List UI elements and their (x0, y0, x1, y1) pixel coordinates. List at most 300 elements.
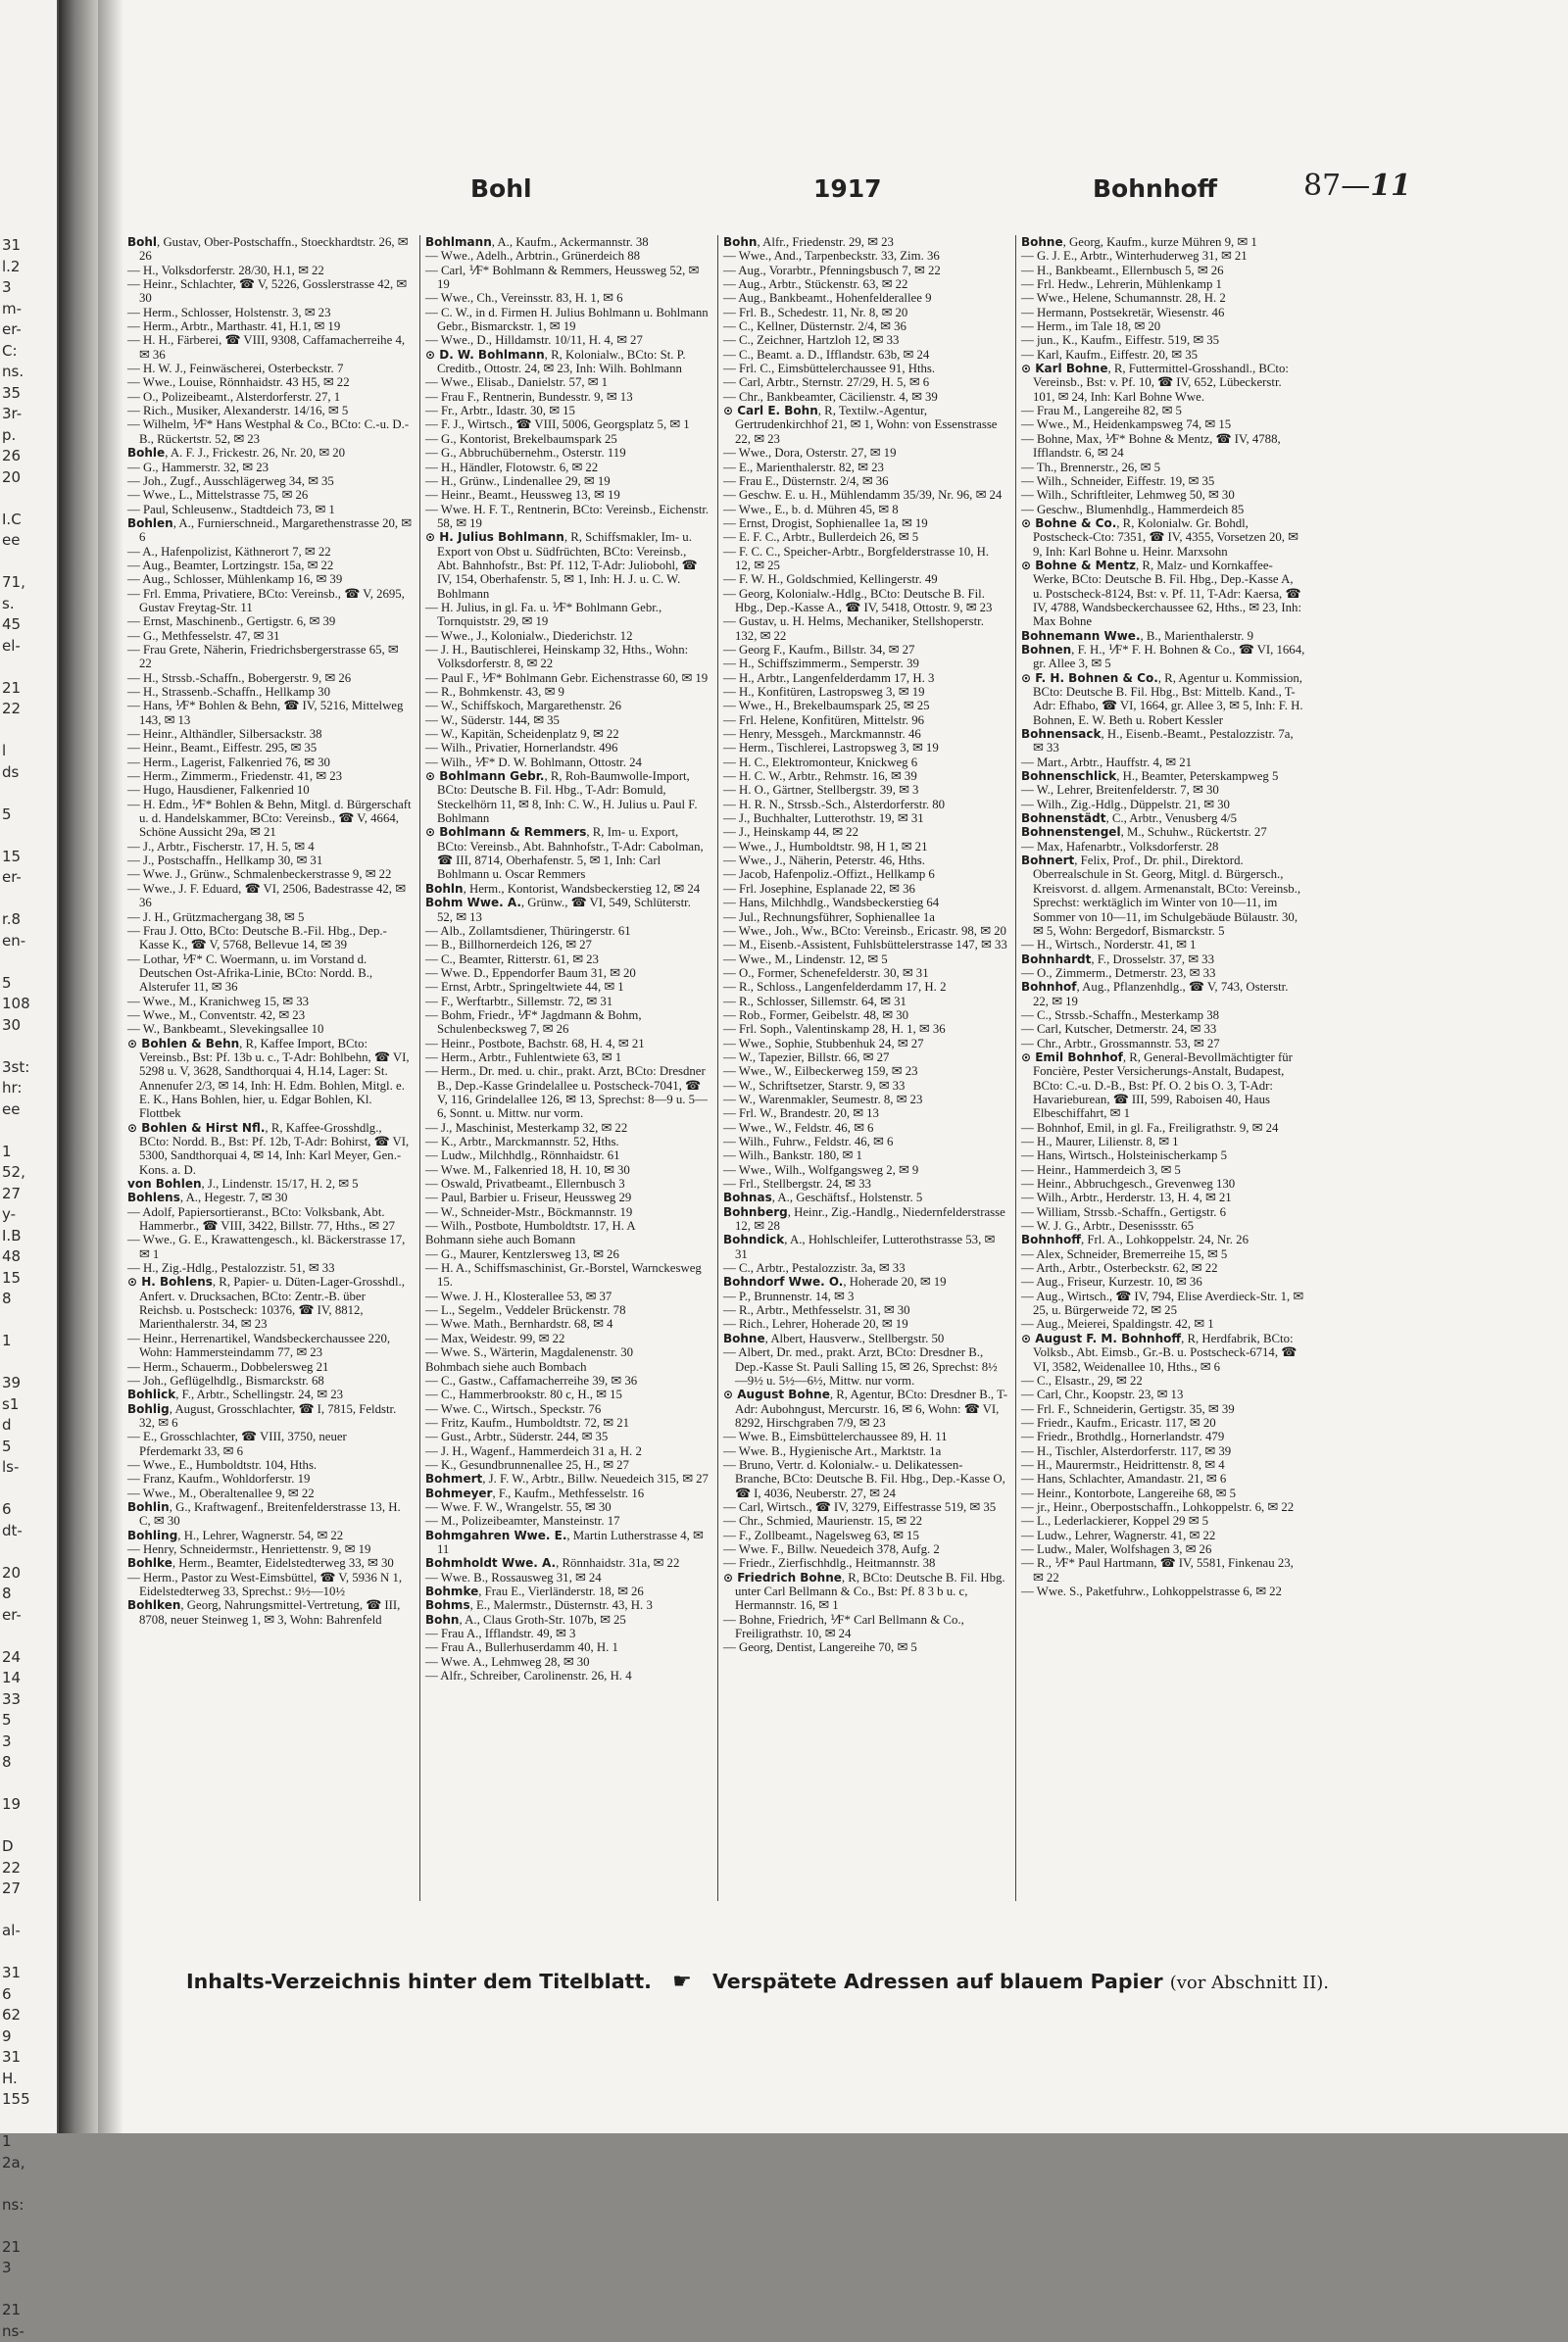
directory-entry: ⊙ Bohlmann & Remmers, R, Im- u. Export, BCto: Vereinsb., Abt. Bahnhofstr., T-Adr: Cabolman, ☎ III, 8714, Oberhafenstr. 5, ✉ 1, Inh: Carl Bohlmann u. Oscar Remmers (425, 825, 710, 881)
directory-column-4 (1021, 235, 1305, 1901)
facing-page-fragment: 1 (2, 1331, 55, 1352)
directory-entry: — Wilh., Bankstr. 180, ✉ 1 (723, 1148, 1007, 1162)
directory-entry: — Frl., Stellbergstr. 24, ✉ 33 (723, 1177, 1007, 1191)
directory-entry: — E., Marienthalerstr. 82, ✉ 23 (723, 461, 1007, 474)
column-rule (1015, 235, 1016, 1901)
facing-page-fragment: 3st: (2, 1057, 55, 1079)
directory-entry: Bohndick, A., Hohlschleifer, Lutterothstrasse 53, ✉ 31 (723, 1233, 1007, 1261)
facing-page-fragment: I.B (2, 1226, 55, 1247)
directory-entry: — Max, Hafenarbtr., Volksdorferstr. 28 (1021, 840, 1305, 854)
directory-entry: — Joh., Zugf., Ausschlägerweg 34, ✉ 35 (127, 474, 412, 488)
directory-entry: — H., Strassenb.-Schaffn., Hellkamp 30 (127, 685, 412, 699)
directory-entry: — Wwe., M., Oberaltenallee 9, ✉ 22 (127, 1487, 412, 1500)
page-number: 87—11 (1303, 169, 1411, 203)
directory-entry: — Hugo, Hausdiener, Falkenried 10 (127, 783, 412, 797)
directory-entry: — O., Former, Schenefelderstr. 30, ✉ 31 (723, 966, 1007, 980)
directory-entry: — Aug., Schlosser, Mühlenkamp 16, ✉ 39 (127, 572, 412, 586)
facing-page-fragment: 20 (2, 1563, 55, 1585)
directory-entry: — Friedr., Kaufm., Ericastr. 117, ✉ 20 (1021, 1416, 1305, 1430)
directory-entry: — R., Schloss., Langenfelderdamm 17, H. 2 (723, 980, 1007, 994)
facing-page-fragment: s1 (2, 1394, 55, 1416)
directory-entry: — Heinr., Abbruchgesch., Grevenweg 130 (1021, 1177, 1305, 1191)
directory-entry: — J., Buchhalter, Lutterothstr. 19, ✉ 31 (723, 811, 1007, 825)
directory-entry: — Herm., Arbtr., Fuhlentwiete 63, ✉ 1 (425, 1050, 710, 1064)
directory-entry: — Karl, Kaufm., Eiffestr. 20, ✉ 35 (1021, 348, 1305, 362)
footer-late-addresses-note: Verspätete Adressen auf blauem Papier (712, 1970, 1163, 1993)
facing-page-fragment: 15 (2, 1268, 55, 1290)
facing-page-fragment: y- (2, 1204, 55, 1226)
pointing-hand-icon: ☛ (672, 1970, 692, 1994)
directory-entry: Bohlken, Georg, Nahrungsmittel-Vertretung, ☎ III, 8708, neuer Steinweg 1, ✉ 3, Wohn: Bahrenfeld (127, 1598, 412, 1627)
directory-entry: Bohmgahren Wwe. E., Martin Lutherstrasse 4, ✉ 11 (425, 1529, 710, 1557)
directory-entry: — Geschw. E. u. H., Mühlendamm 35/39, Nr. 96, ✉ 24 (723, 488, 1007, 502)
directory-entry: — Heinr., Herrenartikel, Wandsbeckerchaussee 220, Wohn: Hammersteindamm 77, ✉ 23 (127, 1332, 412, 1360)
directory-entry: — Frau M., Langereihe 82, ✉ 5 (1021, 404, 1305, 417)
directory-entry: — J., Maschinist, Mesterkamp 32, ✉ 22 (425, 1121, 710, 1135)
facing-page-fragment (2, 2111, 55, 2132)
directory-entry: — Aug., Vorarbtr., Pfenningsbusch 7, ✉ 22 (723, 264, 1007, 277)
directory-entry: — R., Bohmkenstr. 43, ✉ 9 (425, 685, 710, 699)
facing-page-fragment: al- (2, 1921, 55, 1942)
directory-entry: — Friedr., Zierfischhdlg., Heitmannstr. 38 (723, 1556, 1007, 1570)
directory-entry: Bohn, A., Claus Groth-Str. 107b, ✉ 25 (425, 1613, 710, 1627)
directory-entry: Bohndorf Wwe. O., Hoherade 20, ✉ 19 (723, 1275, 1007, 1289)
directory-entry: — Herm., Arbtr., Marthastr. 41, H.1, ✉ 19 (127, 319, 412, 333)
directory-entry: — Aug., Wirtsch., ☎ IV, 794, Elise Averdieck-Str. 1, ✉ 25, u. Bürgerweide 72, ✉ 25 (1021, 1290, 1305, 1318)
directory-entry: Bohne, Georg, Kaufm., kurze Mühren 9, ✉ 1 (1021, 235, 1305, 249)
facing-page-fragment: ls- (2, 1457, 55, 1479)
facing-page-fragment: d (2, 1415, 55, 1437)
directory-entry: — W., Kapitän, Scheidenplatz 9, ✉ 22 (425, 727, 710, 741)
facing-page-fragment: 5 (2, 1710, 55, 1732)
directory-entry: — Frau F., Rentnerin, Bundesstr. 9, ✉ 13 (425, 390, 710, 404)
directory-entry: — Wwe., Helene, Schumannstr. 28, H. 2 (1021, 291, 1305, 305)
directory-entry: Bohnert, Felix, Prof., Dr. phil., Direktord. Oberrealschule in St. Georg, Mitgl. d. Bürgersch., Kreisvorst. d. allgem. Armenanstalt, BCto: Vereinsb., Sprechst: werktäglich im Winter von 10—11, im Sommer von 10—11, im Schulgebäude Bülaustr. 30, ✉ 5, Wohn: Bergedorf, Bismarckstr. 5 (1021, 854, 1305, 938)
facing-page-fragment (2, 2279, 55, 2301)
directory-entry: — Wwe. H. F. T., Rentnerin, BCto: Vereinsb., Eichenstr. 58, ✉ 19 (425, 503, 710, 531)
directory-entry: Bohnhoff, Frl. A., Lohkoppelstr. 24, Nr. 26 (1021, 1233, 1305, 1246)
directory-entry: — R., Schlosser, Sillemstr. 64, ✉ 31 (723, 995, 1007, 1008)
facing-page-fragment (2, 2173, 55, 2195)
directory-entry: — C., Zeichner, Hartzloh 12, ✉ 33 (723, 333, 1007, 347)
directory-entry: Bohn, Alfr., Friedenstr. 29, ✉ 23 (723, 235, 1007, 249)
facing-page-text-fragments (2, 235, 55, 2342)
directory-entry: Bohm Wwe. A., Grünw., ☎ VI, 549, Schlüterstr. 52, ✉ 13 (425, 896, 710, 924)
directory-entry: — Franz, Kaufm., Wohldorferstr. 19 (127, 1472, 412, 1486)
directory-entry: — Paul F., ⅟F* Bohlmann Gebr. Eichenstrasse 60, ✉ 19 (425, 671, 710, 685)
directory-entry: — Heinr., Postbote, Bachstr. 68, H. 4, ✉ 21 (425, 1037, 710, 1050)
directory-entry: — H., Tischler, Alsterdorferstr. 117, ✉ 39 (1021, 1444, 1305, 1458)
directory-entry: — Aug., Meierei, Spaldingstr. 42, ✉ 1 (1021, 1317, 1305, 1331)
directory-entry: — G., Hammerstr. 32, ✉ 23 (127, 461, 412, 474)
facing-page-fragment: 155 (2, 2089, 55, 2111)
directory-entry: — Henry, Schneidermstr., Henriettenstr. 9, ✉ 19 (127, 1542, 412, 1556)
directory-entry: — Heinr., Beamt., Heussweg 13, ✉ 19 (425, 488, 710, 502)
directory-entry: Bohlke, Herm., Beamter, Eidelstedterweg 33, ✉ 30 (127, 1556, 412, 1570)
directory-entry: — Wwe., D., Hilldamstr. 10/11, H. 4, ✉ 27 (425, 333, 710, 347)
directory-entry: — Wwe. J., Grünw., Schmalenbeckerstrasse 9, ✉ 22 (127, 867, 412, 881)
facing-page-fragment: ee (2, 530, 55, 552)
facing-page-fragment: l (2, 741, 55, 762)
directory-entry: — C., Gastw., Caffamacherreihe 39, ✉ 36 (425, 1374, 710, 1388)
directory-entry: Bohmert, J. F. W., Arbtr., Billw. Neuedeich 315, ✉ 27 (425, 1472, 710, 1486)
facing-page-fragment: 8 (2, 1752, 55, 1774)
directory-entry: — H., Grünw., Lindenallee 29, ✉ 19 (425, 474, 710, 488)
directory-entry: — Hans, ⅟F* Bohlen & Behn, ☎ IV, 5216, Mittelweg 143, ✉ 13 (127, 699, 412, 727)
directory-entry: — Wwe., J., Näherin, Peterstr. 46, Hths. (723, 854, 1007, 867)
facing-page-fragment: 31 (2, 2047, 55, 2069)
directory-entry: — Wilh., Zig.-Hdlg., Düppelstr. 21, ✉ 30 (1021, 798, 1305, 811)
directory-column-2 (425, 235, 710, 1901)
directory-entry: Bohlmann, A., Kaufm., Ackermannstr. 38 (425, 235, 710, 249)
directory-entry: ⊙ Bohlmann Gebr., R, Roh-Baumwolle-Import, BCto: Deutsche B. Fil. Hbg., T-Adr: Bomuld, Steckelhörn 11, ✉ 8, Inh: C. W., H. Julius u. Paul F. Bohlmann (425, 769, 710, 825)
directory-entry: — Adolf, Papiersortieranst., BCto: Volksbank, Abt. Hammerbr., ☎ VIII, 3422, Billstr. 77, Hths., ✉ 27 (127, 1205, 412, 1234)
directory-entry: — Alfr., Schreiber, Carolinenstr. 26, H. 4 (425, 1669, 710, 1683)
facing-page-fragment: 9 (2, 2026, 55, 2048)
facing-page-fragment (2, 2216, 55, 2237)
directory-entry: Bohle, A. F. J., Frickestr. 26, Nr. 20, ✉ 20 (127, 446, 412, 460)
directory-entry: — L., Lederlackierer, Koppel 29 ✉ 5 (1021, 1514, 1305, 1528)
facing-page-fragment (2, 1626, 55, 1647)
directory-entry: — jr., Heinr., Oberpostschaffn., Lohkoppelstr. 6, ✉ 22 (1021, 1500, 1305, 1514)
directory-entry: — Frl. W., Brandestr. 20, ✉ 13 (723, 1106, 1007, 1120)
facing-page-fragment (2, 1479, 55, 1500)
running-header (98, 174, 1568, 214)
facing-page-fragment: 5 (2, 805, 55, 826)
directory-entry: — F. J., Wirtsch., ☎ VIII, 5006, Georgsplatz 5, ✉ 1 (425, 417, 710, 431)
directory-entry: ⊙ Friedrich Bohne, R, BCto: Deutsche B. Fil. Hbg. unter Carl Bellmann & Co., Bst: Pf. 8 3 b u. c, Hermannstr. 16, ✉ 1 (723, 1571, 1007, 1613)
directory-entry: Bohlens, A., Hegestr. 7, ✉ 30 (127, 1191, 412, 1204)
directory-entry: — Wilh., Postbote, Humboldtstr. 17, H. A (425, 1219, 710, 1233)
facing-page-fragment (2, 825, 55, 847)
facing-page-fragment: 20 (2, 467, 55, 489)
facing-page-fragment (2, 1900, 55, 1922)
facing-page-fragment: 6 (2, 1984, 55, 2006)
directory-entry: — H., Zig.-Hdlg., Pestalozzistr. 51, ✉ 33 (127, 1261, 412, 1275)
directory-entry: ⊙ Bohne & Mentz, R, Malz- und Kornkaffee-Werke, BCto: Deutsche B. Fil. Hbg., Dep.-Kasse A, u. Postscheck-8124, Bst: v. Pf. 11, T-Adr: Kaersa, ☎ IV, 4788, Wandsbeckerchaussee 62, Hths., ✉ 23, Inh: Max Bohne (1021, 559, 1305, 629)
directory-entry: — Th., Brennerstr., 26, ✉ 5 (1021, 461, 1305, 474)
directory-entry: Bohnenstädt, C., Arbtr., Venusberg 4/5 (1021, 811, 1305, 825)
directory-entry: — J., Arbtr., Fischerstr. 17, H. 5, ✉ 4 (127, 840, 412, 854)
directory-entry: ⊙ H. Julius Bohlmann, R, Schiffsmakler, Im- u. Export von Obst u. Südfrüchten, BCto: Vereinsb., Abt. Bahnhofstr., Bst: Pf. 112, T-Adr: Juliobohl, ☎ IV, 154, Oberhafenstr. 5, ✉ 1, Inh: H. J. u. C. W. Bohlmann (425, 530, 710, 601)
facing-page-fragment: 21 (2, 678, 55, 700)
facing-page-fragment: 62 (2, 2005, 55, 2026)
facing-page-fragment: 21 (2, 2300, 55, 2321)
directory-entry: Bohlig, August, Grosschlachter, ☎ I, 7815, Feldstr. 32, ✉ 6 (127, 1402, 412, 1431)
directory-entry: — Carl, ⅟F* Bohlmann & Remmers, Heussweg 52, ✉ 19 (425, 264, 710, 292)
facing-page-fragment: C: (2, 341, 55, 363)
directory-entry: — Wwe. B., Rossausweg 31, ✉ 24 (425, 1571, 710, 1585)
directory-entry: von Bohlen, J., Lindenstr. 15/17, H. 2, ✉ 5 (127, 1177, 412, 1191)
facing-page-edge (0, 0, 59, 2133)
directory-entry: — Georg, Dentist, Langereihe 70, ✉ 5 (723, 1640, 1007, 1654)
facing-page-fragment: 15 (2, 847, 55, 868)
facing-page-fragment: D (2, 1836, 55, 1858)
directory-entry: — Wwe., M., Kranichweg 15, ✉ 33 (127, 995, 412, 1008)
directory-entry: — Herm., Dr. med. u. chir., prakt. Arzt, BCto: Dresdner B., Dep.-Kasse Grindelallee u. Postscheck-7041, ☎ V, 116, Grindelallee 126, ✉ 13, Sprechst: 8—9 u. 5—6, Sonnt. u. Mittw. nur vorm. (425, 1064, 710, 1120)
directory-entry: — Wwe., J., Kolonialw., Diederichstr. 12 (425, 629, 710, 643)
directory-entry: — G. J. E., Arbtr., Winterhuderweg 31, ✉ 21 (1021, 249, 1305, 263)
directory-entry: — Wwe., E., Humboldtstr. 104, Hths. (127, 1458, 412, 1472)
directory-entry: — Chr., Schmied, Maurienstr. 15, ✉ 22 (723, 1514, 1007, 1528)
facing-page-fragment: 5 (2, 973, 55, 995)
directory-entry: — Heinr., Kontorbote, Langereihe 68, ✉ 5 (1021, 1487, 1305, 1500)
directory-entry: Bohlin, G., Kraftwagenf., Breitenfelderstrasse 13, H. C, ✉ 30 (127, 1500, 412, 1529)
directory-entry: Bohmann siehe auch Bomann (425, 1233, 710, 1246)
directory-entry: — H. Julius, in gl. Fa. u. ⅟F* Bohlmann Gebr., Tornquiststr. 29, ✉ 19 (425, 601, 710, 629)
directory-entry: ⊙ H. Bohlens, R, Papier- u. Düten-Lager-Grosshdl., Anfert. v. Drucksachen, BCto: Zentr.-B. über Reichsb. u. Postscheck: 10376, ☎ IV, 8812, Marienthalerstr. 34, ✉ 23 (127, 1275, 412, 1331)
directory-entry: — Rob., Former, Geibelstr. 48, ✉ 30 (723, 1008, 1007, 1022)
directory-entry: ⊙ Karl Bohne, R, Futtermittel-Grosshandl., BCto: Vereinsb., Bst: v. Pf. 10, ☎ IV, 652, Lübeckerstr. 101, ✉ 24, Inh: Karl Bohne Wwe. (1021, 362, 1305, 404)
directory-entry: — Chr., Arbtr., Grossmannstr. 53, ✉ 27 (1021, 1037, 1305, 1050)
directory-entry: — Wwe., M., Heidenkampsweg 74, ✉ 15 (1021, 417, 1305, 431)
facing-page-fragment: l.2 (2, 257, 55, 278)
directory-entry: — Gust., Arbtr., Süderstr. 244, ✉ 35 (425, 1430, 710, 1443)
facing-page-fragment: 21 (2, 2237, 55, 2259)
directory-entry: — Max, Weidestr. 99, ✉ 22 (425, 1332, 710, 1345)
directory-entry: — Wwe. F., Billw. Neuedeich 378, Aufg. 2 (723, 1542, 1007, 1556)
directory-entry: — Hans, Wirtsch., Holsteinischerkamp 5 (1021, 1148, 1305, 1162)
directory-entry: — Wwe., Wilh., Wolfgangsweg 2, ✉ 9 (723, 1163, 1007, 1177)
directory-entry: Bohmeyer, F., Kaufm., Methfesselstr. 16 (425, 1487, 710, 1500)
directory-entry: ⊙ August Bohne, R, Agentur, BCto: Dresdner B., T-Adr: Aubohngust, Mercurstr. 16, ✉ 6, Wohn: ☎ VI, 8292, Hirschgraben 7/9, ✉ 23 (723, 1388, 1007, 1430)
directory-entry: — Wilhelm, ⅟F* Hans Westphal & Co., BCto: C.-u. D.-B., Rückertstr. 52, ✉ 23 (127, 417, 412, 446)
directory-entry: — H., Bankbeamt., Ellernbusch 5, ✉ 26 (1021, 264, 1305, 277)
directory-entry: — Wwe., Sophie, Stubbenhuk 24, ✉ 27 (723, 1037, 1007, 1050)
directory-entry: — Wwe., M., Conventstr. 42, ✉ 23 (127, 1008, 412, 1022)
facing-page-fragment: 8 (2, 1584, 55, 1605)
directory-entry: — Hans, Milchhdlg., Wandsbeckerstieg 64 (723, 896, 1007, 909)
directory-entry: — Ludw., Milchhdlg., Rönnhaidstr. 61 (425, 1148, 710, 1162)
facing-page-fragment: m- (2, 299, 55, 320)
directory-entry: — Arth., Arbtr., Osterbeckstr. 62, ✉ 22 (1021, 1261, 1305, 1275)
directory-entry: Bohnhardt, F., Drosselstr. 37, ✉ 33 (1021, 952, 1305, 966)
header-year: 1917 (813, 174, 882, 203)
facing-page-fragment: 27 (2, 1184, 55, 1205)
directory-entry: Bohms, E., Malermstr., Düsternstr. 43, H. 3 (425, 1598, 710, 1612)
directory-entry: Bohnenschlick, H., Beamter, Peterskampweg 5 (1021, 769, 1305, 783)
facing-page-fragment: ns. (2, 362, 55, 383)
facing-page-fragment: 6 (2, 1499, 55, 1521)
directory-entry: — P., Brunnenstr. 14, ✉ 3 (723, 1290, 1007, 1303)
directory-entry: — Herm., Zimmerm., Friedenstr. 41, ✉ 23 (127, 769, 412, 783)
directory-entry: — C., Kellner, Düsternstr. 2/4, ✉ 36 (723, 319, 1007, 333)
directory-entry: — Frau A., Bullerhuserdamm 40, H. 1 (425, 1640, 710, 1654)
facing-page-fragment: ee (2, 1099, 55, 1121)
directory-page (98, 0, 1568, 2133)
directory-entry: — M., Eisenb.-Assistent, Fuhlsbüttelerstrasse 147, ✉ 33 (723, 938, 1007, 951)
directory-entry: Bohne, Albert, Hausverw., Stellbergstr. 50 (723, 1332, 1007, 1345)
directory-entry: — H., Maurermstr., Heidrittenstr. 8, ✉ 4 (1021, 1458, 1305, 1472)
directory-entry: — A., Hafenpolizist, Käthnerort 7, ✉ 22 (127, 545, 412, 559)
facing-page-fragment: 30 (2, 1015, 55, 1037)
directory-entry: ⊙ Emil Bohnhof, R, General-Bevollmächtigter für Foncière, Pester Versicherungs-Anstalt, Budapest, BCto: C.-u. D.-B., Bst: Pf. O. 2 bis O. 3, T-Adr: Havarieburean, ☎ III, 599, Raboisen 40, Haus Elbeschiffahrt, ✉ 1 (1021, 1050, 1305, 1121)
directory-entry: — Ernst, Arbtr., Springeltwiete 44, ✉ 1 (425, 980, 710, 994)
facing-page-fragment: ns: (2, 2195, 55, 2217)
directory-entry: — Wwe. J. H., Klosterallee 53, ✉ 37 (425, 1290, 710, 1303)
directory-entry: — W. J. G., Arbtr., Desenissstr. 65 (1021, 1219, 1305, 1233)
directory-entry: Bohmke, Frau E., Vierländerstr. 18, ✉ 26 (425, 1585, 710, 1598)
directory-entry: — Wwe. F. W., Wrangelstr. 55, ✉ 30 (425, 1500, 710, 1514)
directory-entry: — Wwe., H., Brekelbaumspark 25, ✉ 25 (723, 699, 1007, 712)
directory-entry: — W., Schneider-Mstr., Böckmannstr. 19 (425, 1205, 710, 1219)
directory-entry: — Wilh., Schriftleiter, Lehmweg 50, ✉ 30 (1021, 488, 1305, 502)
footer-section-note: (vor Abschnitt II). (1170, 1973, 1329, 1993)
directory-entry: — Frl. F., Schneiderin, Gertigstr. 35, ✉ 39 (1021, 1402, 1305, 1416)
directory-entry: — Wwe. B., Eimsbüttelerchaussee 89, H. 11 (723, 1430, 1007, 1443)
footer-index-note: Inhalts-Verzeichnis hinter dem Titelblatt. (186, 1970, 652, 1993)
directory-entry: — Herm., Lagerist, Falkenried 76, ✉ 30 (127, 756, 412, 769)
directory-entry: — K., Gesundbrunnenallee 25, H., ✉ 27 (425, 1458, 710, 1472)
directory-entry: — Ernst, Drogist, Sophienallee 1a, ✉ 19 (723, 516, 1007, 530)
directory-entry: — Wwe. C., Wirtsch., Speckstr. 76 (425, 1402, 710, 1416)
facing-page-fragment: el- (2, 636, 55, 658)
directory-entry: — William, Strssb.-Schaffn., Gertigstr. 6 (1021, 1205, 1305, 1219)
directory-entry: — Wwe. Math., Bernhardstr. 68, ✉ 4 (425, 1317, 710, 1331)
column-rule (419, 235, 420, 1901)
directory-entry: — H., Händler, Flotowstr. 6, ✉ 22 (425, 461, 710, 474)
directory-entry: — Wwe., G. E., Krawattengesch., kl. Bäckerstrasse 17, ✉ 1 (127, 1233, 412, 1261)
facing-page-fragment: 1 (2, 2131, 55, 2153)
facing-page-fragment: er- (2, 867, 55, 889)
directory-entry: — Wwe., J. F. Eduard, ☎ VI, 2506, Badestrasse 42, ✉ 36 (127, 882, 412, 910)
directory-entry: ⊙ Carl E. Bohn, R, Textilw.-Agentur, Gertrudenkirchhof 21, ✉ 1, Wohn: von Essenstrasse 22, ✉ 23 (723, 404, 1007, 446)
facing-page-fragment: 24 (2, 1647, 55, 1669)
directory-entry: — Wwe., Ch., Vereinsstr. 83, H. 1, ✉ 6 (425, 291, 710, 305)
directory-entry: — Aug., Beamter, Lortzingstr. 15a, ✉ 22 (127, 559, 412, 572)
directory-entry: — Wwe., W., Eilbeckerweg 159, ✉ 23 (723, 1064, 1007, 1078)
directory-entry: ⊙ August F. M. Bohnhoff, R, Herdfabrik, BCto: Volksb., Abt. Eimsb., Gr.-B. u. Postscheck-6714, ☎ VI, 3582, Weidenallee 10, Hths., ✉ 6 (1021, 1332, 1305, 1374)
directory-entry: Bohnhof, Aug., Pflanzenhdlg., ☎ V, 743, Osterstr. 22, ✉ 19 (1021, 980, 1305, 1008)
directory-entry: — H., Maurer, Lilienstr. 8, ✉ 1 (1021, 1135, 1305, 1148)
directory-entry: Bohnensack, H., Eisenb.-Beamt., Pestalozzistr. 7a, ✉ 33 (1021, 727, 1305, 756)
facing-page-fragment: 52, (2, 1162, 55, 1184)
directory-entry: — Heinr., Schlachter, ☎ V, 5226, Gosslerstrasse 42, ✉ 30 (127, 277, 412, 306)
directory-entry: Bohl, Gustav, Ober-Postschaffn., Stoeckhardtstr. 26, ✉ 26 (127, 235, 412, 264)
directory-entry: — Bruno, Vertr. d. Kolonialw.- u. Delikatessen-Branche, BCto: Deutsche B. Fil. Hbg., Dep.-Kasse O, ☎ I, 4036, Neuberstr. 27, ✉ 24 (723, 1458, 1007, 1500)
directory-entry: — Chr., Bankbeamter, Cäcilienstr. 4, ✉ 39 (723, 390, 1007, 404)
directory-entry: — Aug., Friseur, Kurzestr. 10, ✉ 36 (1021, 1275, 1305, 1289)
facing-page-fragment: 35 (2, 383, 55, 405)
directory-entry: — Paul, Schleusenw., Stadtdeich 73, ✉ 1 (127, 503, 412, 516)
directory-entry: — C. W., in d. Firmen H. Julius Bohlmann u. Bohlmann Gebr., Bismarckstr. 1, ✉ 19 (425, 306, 710, 334)
directory-entry: — Heinr., Hammerdeich 3, ✉ 5 (1021, 1163, 1305, 1177)
facing-page-fragment: 48 (2, 1246, 55, 1268)
facing-page-fragment: 2a, (2, 2153, 55, 2174)
directory-entry: — H., Konfitüren, Lastropsweg 3, ✉ 19 (723, 685, 1007, 699)
directory-entry: Bohnenstengel, M., Schuhw., Rückertstr. 27 (1021, 825, 1305, 839)
directory-entry: — Frl. Emma, Privatiere, BCto: Vereinsb., ☎ V, 2695, Gustav Freytag-Str. 11 (127, 587, 412, 615)
directory-entry: — Wilh., Fuhrw., Feldstr. 46, ✉ 6 (723, 1135, 1007, 1148)
facing-page-fragment (2, 720, 55, 742)
directory-entry: — C., Elsastr., 29, ✉ 22 (1021, 1374, 1305, 1388)
facing-page-fragment: 27 (2, 1878, 55, 1900)
book-gutter (59, 0, 98, 2133)
directory-entry: Bohlick, F., Arbtr., Schellingstr. 24, ✉ 23 (127, 1388, 412, 1401)
directory-entry: — O., Zimmerm., Detmerstr. 23, ✉ 33 (1021, 966, 1305, 980)
facing-page-fragment: r.8 (2, 909, 55, 931)
directory-entry: — Ernst, Maschinenb., Gertigstr. 6, ✉ 39 (127, 614, 412, 628)
facing-page-fragment: H. (2, 2069, 55, 2090)
directory-entry: — H. Edm., ⅟F* Bohlen & Behn, Mitgl. d. Bürgerschaft u. d. Handelskammer, BCto: Vereinsb., ☎ V, 4664, Schöne Aussicht 29a, ✉ 21 (127, 798, 412, 840)
directory-entry: — Wwe., Adelh., Arbtrin., Grünerdeich 88 (425, 249, 710, 263)
directory-entry: — Heinr., Althändler, Silbersackstr. 38 (127, 727, 412, 741)
directory-entry: — Herm., Pastor zu West-Eimsbüttel, ☎ V, 5936 N 1, Eidelstedterweg 33, Sprechst.: 9½—10½ (127, 1571, 412, 1599)
facing-page-fragment (2, 783, 55, 805)
directory-entry: — Wwe., J., Humboldtstr. 98, H 1, ✉ 21 (723, 840, 1007, 854)
facing-page-fragment (2, 1310, 55, 1332)
directory-entry: — Wwe. D., Eppendorfer Baum 31, ✉ 20 (425, 966, 710, 980)
directory-entry: — Albert, Dr. med., prakt. Arzt, BCto: Dresdner B., Dep.-Kasse St. Pauli Salling 15, ✉ 26, Sprechst: 8½—9½ u. 5½—6½, Mittw. nur vorm. (723, 1345, 1007, 1388)
facing-page-fragment: 3 (2, 2258, 55, 2279)
directory-entry: — Frl. Josephine, Esplanade 22, ✉ 36 (723, 882, 1007, 896)
directory-entry: — Frau A., Ifflandstr. 49, ✉ 3 (425, 1627, 710, 1640)
directory-entry: — R., Arbtr., Methfesselstr. 31, ✉ 30 (723, 1303, 1007, 1317)
facing-page-fragment: 71, (2, 572, 55, 594)
directory-entry: — H. A., Schiffsmaschinist, Gr.-Borstel, Warnckesweg 15. (425, 1261, 710, 1290)
directory-entry: — Frl. Soph., Valentinskamp 28, H. 1, ✉ 36 (723, 1022, 1007, 1036)
directory-entry: ⊙ Bohlen & Behn, R, Kaffee Import, BCto: Vereinsb., Bst: Pf. 13b u. c., T-Adr: Bohlbehn, ☎ VI, 5298 u. V, 3628, Sandthorquai 4, H.14, Lager: St. Annenufer 2/3, ✉ 14, Inh: H. Edm. Bohlen, Mitgl. e. E. K., Hans Bohlen, hier, u. Edgar Bohlen, Kl. Flottbek (127, 1037, 412, 1121)
directory-entry: — H., Strssb.-Schaffn., Bobergerstr. 9, ✉ 26 (127, 671, 412, 685)
directory-entry: — Bohnhof, Emil, in gl. Fa., Freiligrathstr. 9, ✉ 24 (1021, 1121, 1305, 1135)
directory-entry: — E., Grosschlachter, ☎ VIII, 3750, neuer Pferdemarkt 33, ✉ 6 (127, 1430, 412, 1458)
directory-entry: — G., Maurer, Kentzlersweg 13, ✉ 26 (425, 1247, 710, 1261)
directory-entry: — W., Tapezier, Billstr. 66, ✉ 27 (723, 1050, 1007, 1064)
directory-entry: — Alb., Zollamtsdiener, Thüringerstr. 61 (425, 924, 710, 938)
directory-entry: — Gustav, u. H. Helms, Mechaniker, Stellshoperstr. 132, ✉ 22 (723, 614, 1007, 643)
directory-entry: — C., Beamt. a. D., Ifflandstr. 63b, ✉ 24 (723, 348, 1007, 362)
directory-entry: — Wwe. B., Hygienische Art., Marktstr. 1a (723, 1444, 1007, 1458)
directory-entry: — Oswald, Privatbeamt., Ellernbusch 3 (425, 1177, 710, 1191)
directory-entry: — Fritz, Kaufm., Humboldtstr. 72, ✉ 21 (425, 1416, 710, 1430)
directory-entry: — B., Billhornerdeich 126, ✉ 27 (425, 938, 710, 951)
directory-entry: ⊙ Bohne & Co., R, Kolonialw. Gr. Bohdl, Postscheck-Cto: 7351, ☎ IV, 4355, Vorsetzen 20, ✉ 9, Inh: Karl Bohne u. Heinr. Marxsohn (1021, 516, 1305, 559)
facing-page-fragment: ns- (2, 2321, 55, 2342)
column-rule (717, 235, 718, 1901)
directory-entry: — F., Zollbeamt., Nagelsweg 63, ✉ 15 (723, 1529, 1007, 1542)
directory-entry: — F., Werftarbtr., Sillemstr. 72, ✉ 31 (425, 995, 710, 1008)
directory-entry: — G., Methfesselstr. 47, ✉ 31 (127, 629, 412, 643)
directory-entry: Bohmbach siehe auch Bombach (425, 1360, 710, 1374)
directory-entry: — Herm., im Tale 18, ✉ 20 (1021, 319, 1305, 333)
directory-entry: — C., Beamter, Ritterstr. 61, ✉ 23 (425, 952, 710, 966)
directory-entry: Bohmholdt Wwe. A., Rönnhaidstr. 31a, ✉ 22 (425, 1556, 710, 1570)
directory-entry: — Frl. Helene, Konfitüren, Mittelstr. 96 (723, 713, 1007, 727)
directory-entry: — O., Polizeibeamt., Alsterdorferstr. 27, 1 (127, 390, 412, 404)
directory-entry: — W., Schriftsetzer, Starstr. 9, ✉ 33 (723, 1079, 1007, 1093)
directory-entry: Bohlen, A., Furnierschneid., Margarethenstrasse 20, ✉ 6 (127, 516, 412, 545)
directory-entry: Bohnemann Wwe., B., Marienthalerstr. 9 (1021, 629, 1305, 643)
directory-entry: — H., Volksdorferstr. 28/30, H.1, ✉ 22 (127, 264, 412, 277)
directory-entry: — Bohne, Friedrich, ⅟F* Carl Bellmann & Co., Freiligrathstr. 10, ✉ 24 (723, 1613, 1007, 1641)
directory-entry: — Hermann, Postsekretär, Wiesenstr. 46 (1021, 306, 1305, 319)
facing-page-fragment: dt- (2, 1521, 55, 1542)
directory-entry: — Fr., Arbtr., Idastr. 30, ✉ 15 (425, 404, 710, 417)
directory-entry: — Friedr., Brothdlg., Hornerlandstr. 479 (1021, 1430, 1305, 1443)
facing-page-fragment (2, 1036, 55, 1057)
directory-entry: — Wwe., Joh., Ww., BCto: Vereinsb., Ericastr. 98, ✉ 20 (723, 924, 1007, 938)
directory-entry: — Wwe., Louise, Rönnhaidstr. 43 H5, ✉ 22 (127, 375, 412, 389)
directory-entry: — F. W. H., Goldschmied, Kellingerstr. 49 (723, 572, 1007, 586)
directory-entry: — H. R. N., Strssb.-Sch., Alsterdorferstr. 80 (723, 798, 1007, 811)
directory-entry: Bohnberg, Heinr., Zig.-Handlg., Niedernfelderstrasse 12, ✉ 28 (723, 1205, 1007, 1234)
facing-page-fragment (2, 1120, 55, 1142)
directory-entry: — Jacob, Hafenpoliz.-Offizt., Hellkamp 6 (723, 867, 1007, 881)
directory-entry: — Wwe. S., Paketfuhrw., Lohkoppelstrasse 6, ✉ 22 (1021, 1585, 1305, 1598)
directory-entry: Bohnas, A., Geschäftsf., Holstenstr. 5 (723, 1191, 1007, 1204)
directory-entry: — Paul, Barbier u. Friseur, Heussweg 29 (425, 1191, 710, 1204)
directory-entry: — Ludw., Lehrer, Wagnerstr. 41, ✉ 22 (1021, 1529, 1305, 1542)
